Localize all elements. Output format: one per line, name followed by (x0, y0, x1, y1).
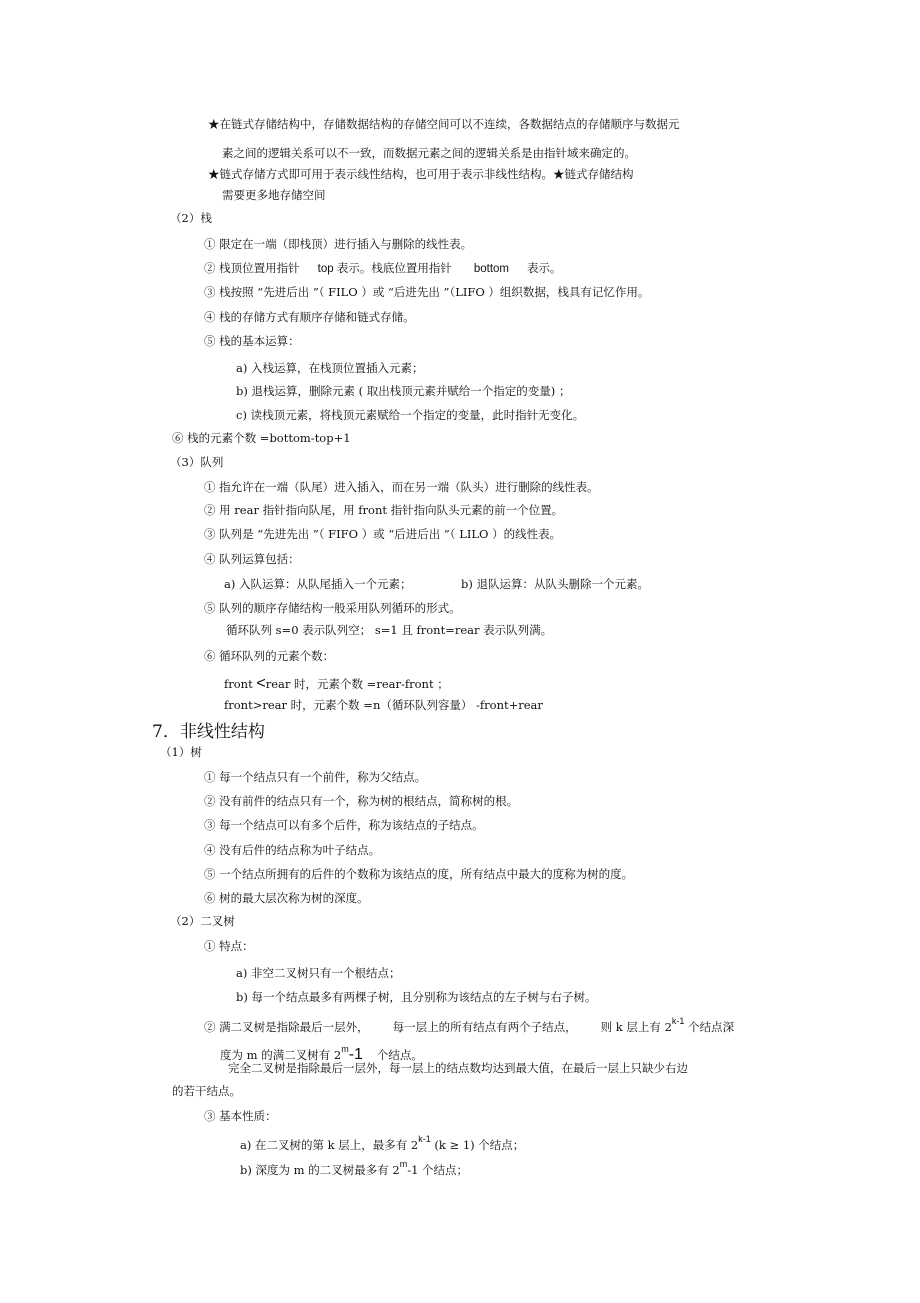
less-than-symbol: < (256, 675, 266, 692)
list-item: ③ 栈按照 “先进后出 ”（ FILO ）或 “后进先出 ”（LIFO ）组织数据，栈具有记忆作用。 (204, 285, 650, 299)
list-item: ⑤ 队列的顺序存储结构一般采用队列循环的形式。 (204, 601, 461, 615)
list-item: ③ 基本性质： (204, 1109, 277, 1123)
text-span: a) 在二叉树的第 k 层上，最多有 2 (240, 1137, 419, 1152)
section-heading-stack: （2）栈 (170, 211, 212, 225)
superscript: k-1 (418, 1134, 431, 1144)
formula-line (224, 674, 449, 694)
list-item: ① 指允许在一端（队尾）进入插入，而在另一端（队头）进行删除的线性表。 (204, 480, 599, 494)
sub-list-item: a) 入队运算：从队尾插入一个元素； (224, 577, 412, 591)
text-span: bottom (473, 263, 510, 275)
list-item: ⑥ 树的最大层次称为树的深度。 (204, 891, 369, 905)
paragraph-line: 循环队列 s=0 表示队列空； s=1 且 front=rear 表示队列满。 (226, 623, 553, 637)
superscript: m (341, 1044, 349, 1054)
list-item: ③ 每一个结点可以有多个后件，称为该结点的子结点。 (204, 818, 484, 832)
sub-list-item: c) 读栈顶元素，将栈顶元素赋给一个指定的变量，此时指针无变化。 (236, 408, 585, 422)
list-item: ③ 队列是 “先进先出 ”（ FIFO ）或 “后进后出 ”（ LILO ）的线性表。 (204, 527, 562, 541)
list-item: ④ 没有后件的结点称为叶子结点。 (204, 843, 381, 857)
text-span: 表示。 (527, 261, 562, 275)
superscript: m (399, 1159, 408, 1169)
text-span: front (224, 677, 257, 691)
paragraph-line: 素之间的逻辑关系可以不一致，而数据元素之间的逻辑关系是由指针域来确定的。 (222, 146, 636, 160)
sub-list-item: b) 退队运算：从队头删除一个元素。 (461, 577, 650, 591)
text-span: b) 深度为 m 的二叉树最多有 2 (240, 1162, 400, 1177)
formula-line: front>rear 时，元素个数 =n（循环队列容量） -front+rear (224, 698, 543, 712)
paragraph-line: ★链式存储方式即可用于表示线性结构，也可用于表示非线性结构。★链式存储结构 (208, 167, 634, 181)
text-span: top 表示。栈底位置用指针 (317, 263, 452, 275)
sub-list-item (240, 1158, 468, 1178)
sub-list-item: a) 入栈运算，在栈顶位置插入元素； (236, 361, 424, 375)
sub-list-item (240, 1133, 524, 1153)
list-item: ⑥ 循环队列的元素个数： (204, 649, 335, 663)
list-item: ④ 栈的存储方式有顺序存储和链式存储。 (204, 310, 415, 324)
list-item: ① 特点： (204, 939, 254, 953)
section-heading-queue: （3）队列 (170, 455, 224, 469)
text-span: 则 k 层上有 2 (600, 1019, 672, 1034)
chapter-heading: 7．非线性结构 (152, 722, 265, 742)
text-span: ② 栈顶位置用指针 (204, 261, 300, 275)
list-item: ② 没有前件的结点只有一个，称为树的根结点，简称树的根。 (204, 794, 519, 808)
text-span: 个结点。 (376, 1047, 423, 1062)
paragraph-line: 完全二叉树是指除最后一层外，每一层上的结点数均达到最大值，在最后一层上只缺少右边 (228, 1061, 688, 1075)
text-span: 个结点深 (684, 1019, 735, 1034)
text-span: (k ≥ 1) 个结点； (430, 1137, 525, 1152)
text-span: 度为 m 的满二叉树有 2 (220, 1047, 342, 1062)
superscript: k-1 (671, 1016, 685, 1026)
list-item: ② 用 rear 指针指向队尾，用 front 指针指向队头元素的前一个位置。 (204, 503, 564, 517)
text-span: -1 个结点； (407, 1162, 469, 1177)
text-span: ② 满二叉树是指除最后一层外， (204, 1019, 369, 1034)
paragraph-line: 的若干结点。 (172, 1084, 241, 1098)
list-item (204, 260, 562, 277)
list-item: ① 限定在一端（即栈顶）进行插入与删除的线性表。 (204, 237, 473, 251)
list-item: ④ 队列运算包括： (204, 552, 300, 566)
sub-list-item: a) 非空二叉树只有一个根结点； (236, 966, 401, 980)
paragraph-line (204, 1015, 734, 1035)
text-span: -1 (348, 1045, 363, 1063)
paragraph-line: ★在链式存储结构中，存储数据结构的存储空间可以不连续，各数据结点的存储顺序与数据元 (208, 117, 680, 131)
sub-list-item: b) 每一个结点最多有两棵子树，且分别称为该结点的左子树与右子树。 (236, 990, 597, 1004)
text-span: rear 时，元素个数 =rear-front ； (265, 677, 449, 691)
text-span: 每一层上的所有结点有两个子结点， (392, 1019, 577, 1034)
list-item: ⑤ 栈的基本运算： (204, 334, 300, 348)
section-heading-binary-tree: （2）二叉树 (170, 914, 235, 928)
list-item: ⑥ 栈的元素个数 =bottom-top+1 (172, 431, 351, 445)
sub-list-item: b) 退栈运算，删除元素 ( 取出栈顶元素并赋给一个指定的变量) ； (236, 384, 571, 398)
list-item: ① 每一个结点只有一个前件，称为父结点。 (204, 770, 427, 784)
paragraph-line: 需要更多地存储空间 (222, 188, 326, 202)
list-item: ⑤ 一个结点所拥有的后件的个数称为该结点的度，所有结点中最大的度称为树的度。 (204, 867, 634, 881)
section-heading-tree: （1）树 (160, 745, 202, 759)
